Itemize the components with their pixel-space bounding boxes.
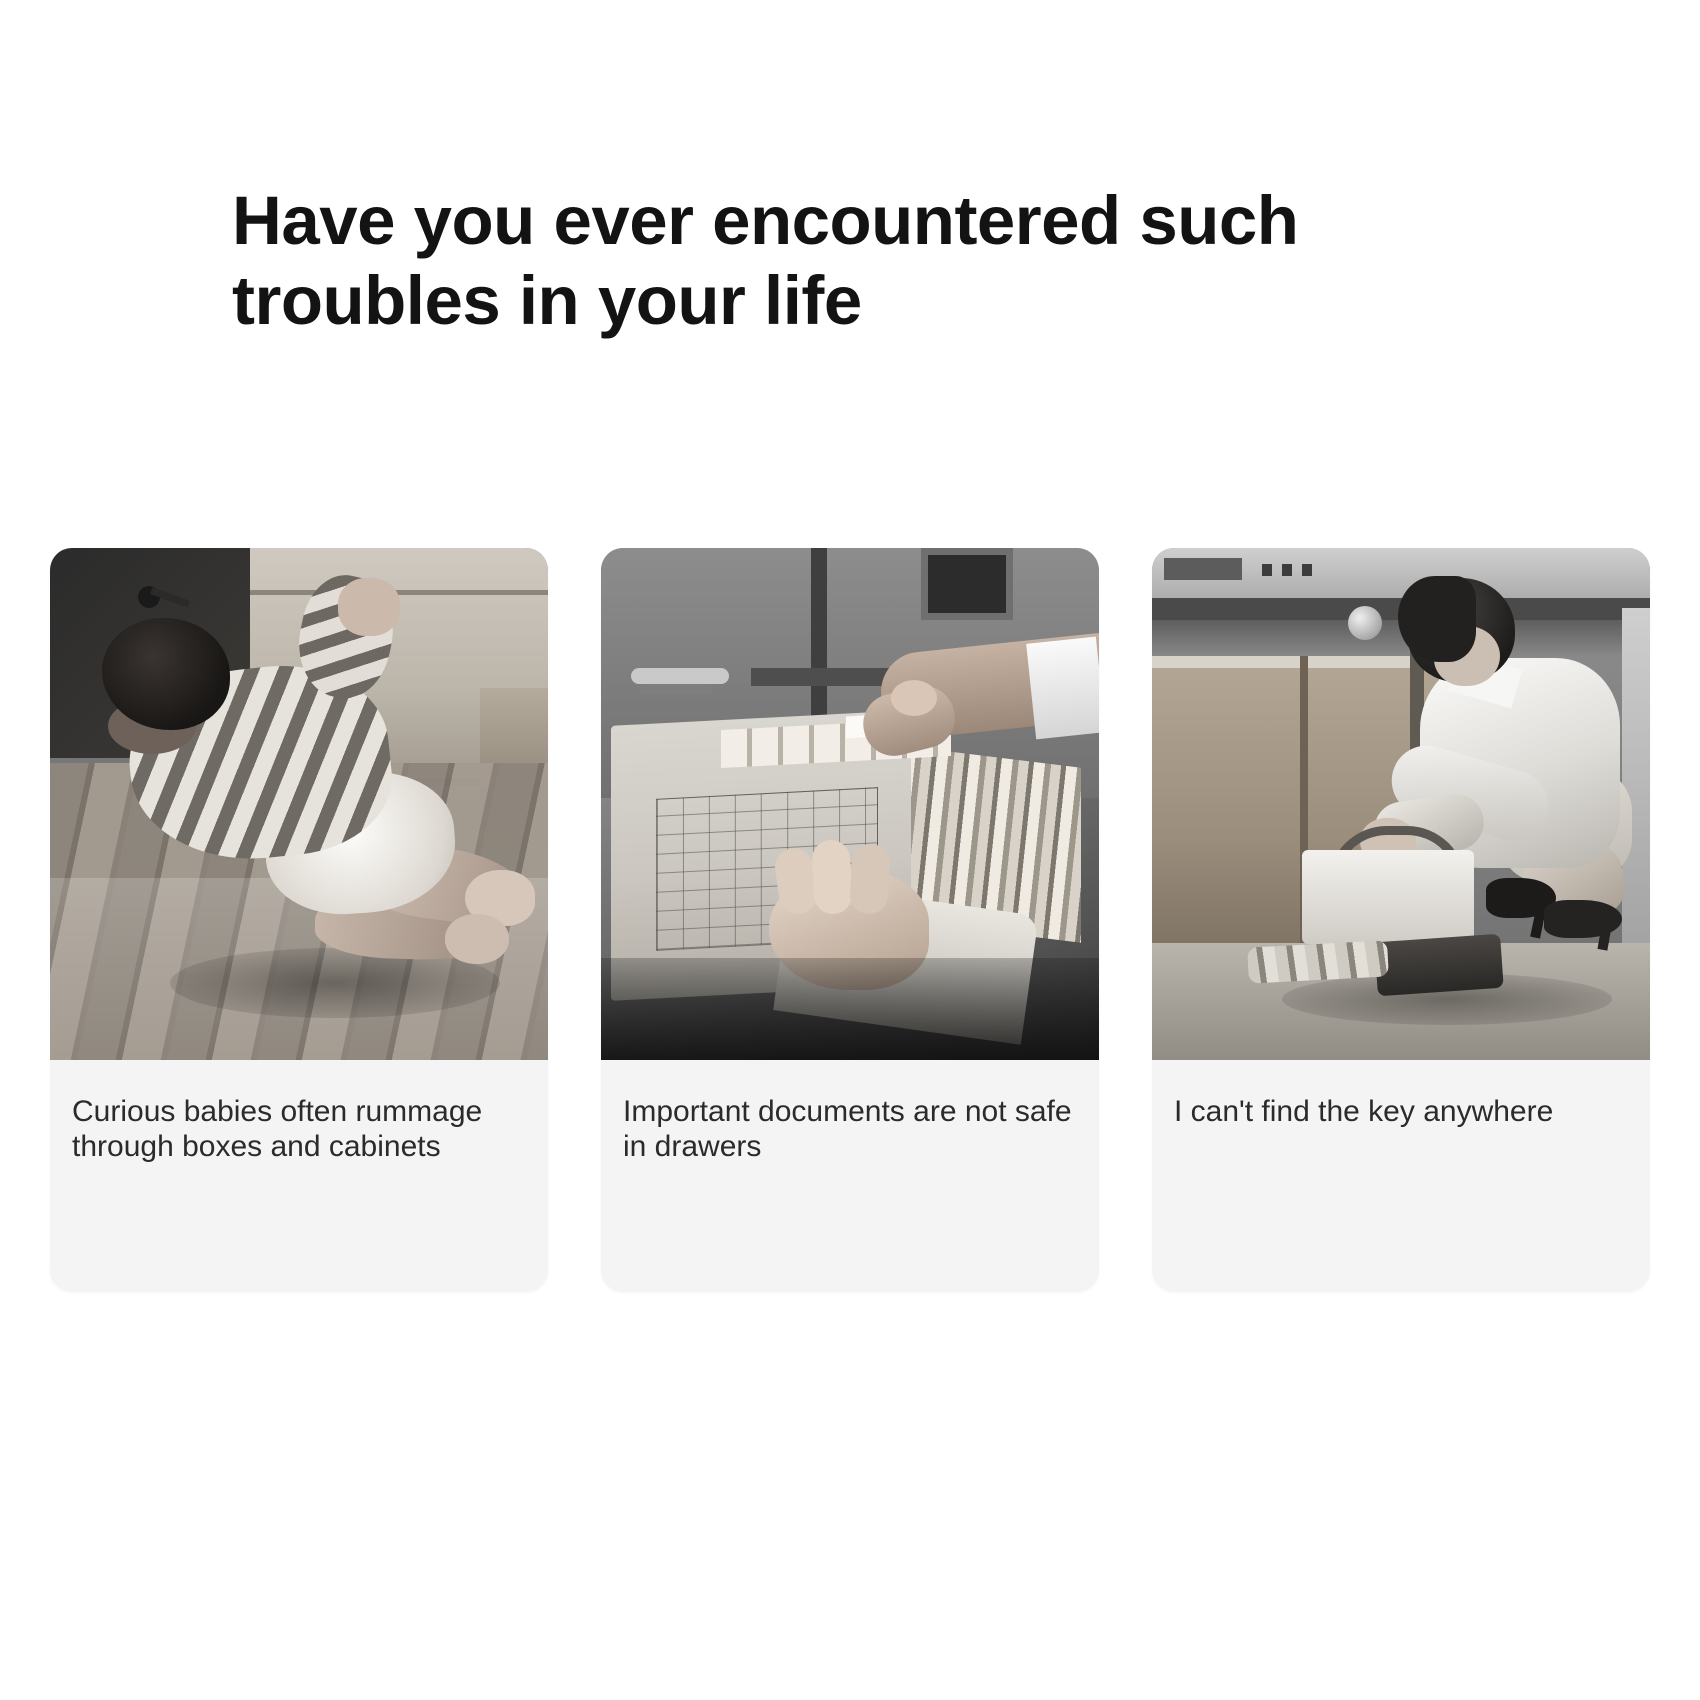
baby-rummaging-cabinet-photo xyxy=(50,548,548,1060)
picture-frame-shape xyxy=(921,548,1013,620)
appliance-panel-shape xyxy=(1164,558,1242,580)
card-caption: I can't find the key anywhere xyxy=(1174,1095,1554,1128)
trouble-card xyxy=(50,548,548,1292)
trouble-card xyxy=(601,548,1099,1292)
drawer-handle-shape xyxy=(631,668,729,684)
finger-shape xyxy=(849,843,891,915)
woman-searching-handbag-photo xyxy=(1152,548,1650,1060)
trouble-card xyxy=(1152,548,1650,1292)
card-caption: Important documents are not safe in drawers xyxy=(623,1095,1072,1164)
baby-foot-shape xyxy=(445,914,509,964)
thumb-shape xyxy=(891,680,937,716)
woman-hair-shape xyxy=(1398,576,1476,662)
finger-shape xyxy=(811,839,853,915)
appliance-knobs-shape xyxy=(1262,564,1320,576)
trouble-cards-row xyxy=(50,548,1650,1292)
floor-shadow xyxy=(170,948,500,1018)
photo-vignette xyxy=(601,958,1099,1060)
hands-opening-file-drawer-photo xyxy=(601,548,1099,1060)
shoe-shape xyxy=(1544,900,1622,938)
shirt-cuff-shape xyxy=(1026,637,1099,740)
wall-clock-shape xyxy=(1348,606,1382,640)
baby-hand-shape xyxy=(338,578,400,636)
scattered-items-shape xyxy=(1247,940,1389,983)
handbag-shape xyxy=(1302,850,1474,944)
page-title: Have you ever encountered such troubles in your life xyxy=(232,182,1299,340)
card-caption: Curious babies often rummage through boxes and cabinets xyxy=(72,1095,483,1164)
pouch-shape xyxy=(1374,934,1503,997)
drawer-handle-shadow xyxy=(639,684,713,694)
